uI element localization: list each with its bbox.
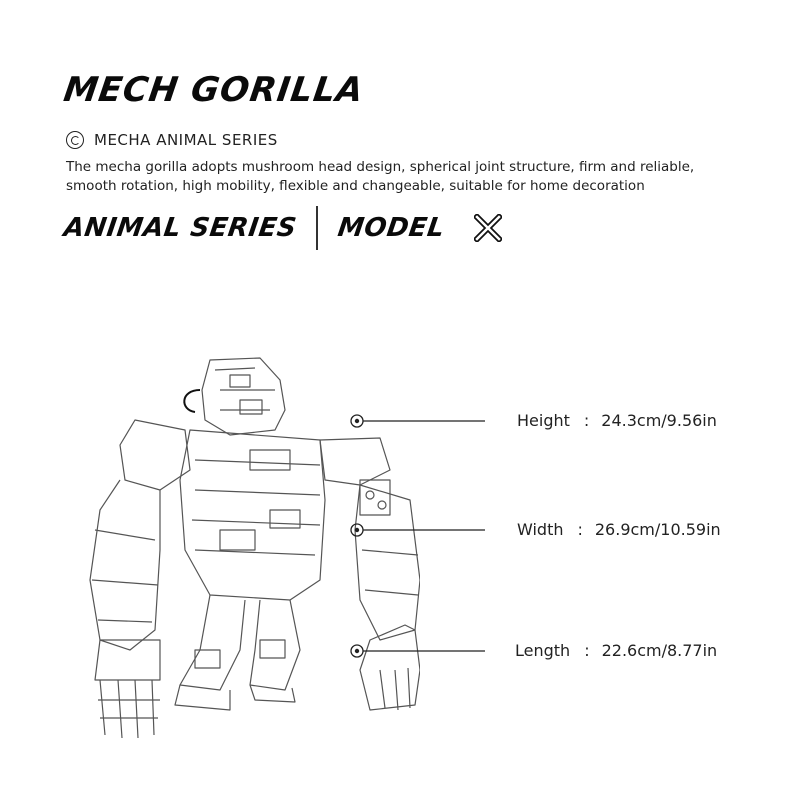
spec-colon: : [584,641,590,660]
spec-label: Width [517,520,564,539]
spec-value: 22.6cm/8.77in [601,641,718,660]
page-title: MECH GORILLA [61,70,367,110]
spec-value: 26.9cm/10.59in [594,520,721,539]
tagline-model: MODEL [335,213,447,243]
spec-colon: : [583,411,590,430]
spec-value: 24.3cm/9.56in [601,411,717,430]
spec-label: Length [515,641,571,660]
tagline-animal-series: ANIMAL SERIES [61,213,299,243]
series-name: MECHA ANIMAL SERIES [94,131,278,149]
spec-colon: : [577,520,583,539]
product-description: The mecha gorilla adopts mushroom head design, spherical joint structure, firm and reliable, smooth rotation, high mobility, flexible and changeable, suitable for home decoration [66,159,695,194]
spec-width [517,520,721,539]
spec-height [517,411,717,430]
spec-label: Height [517,411,570,430]
spec-length [515,641,717,660]
